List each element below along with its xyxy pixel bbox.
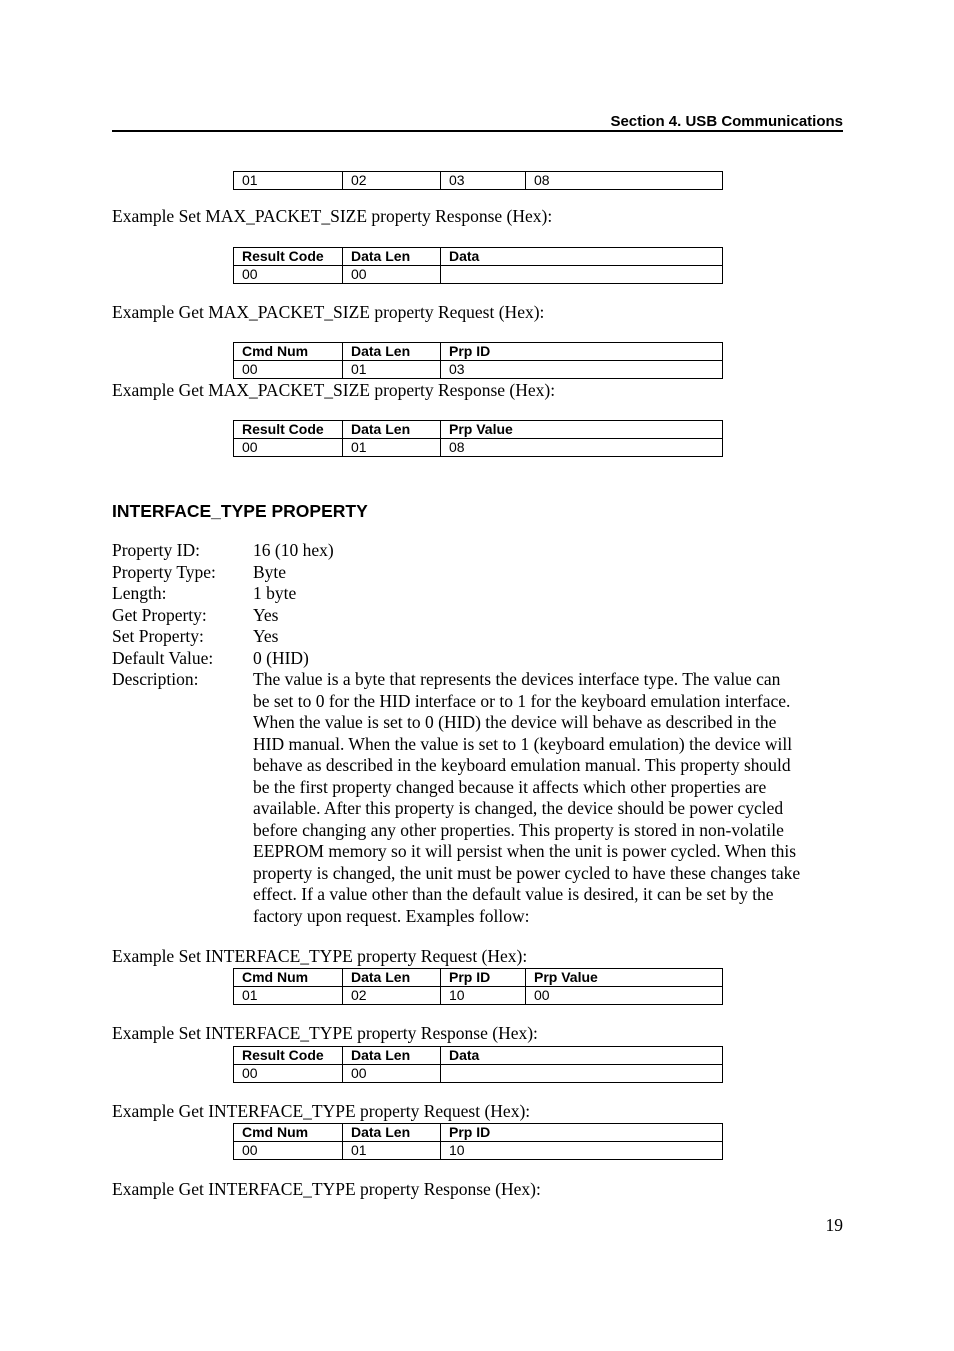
description-line: HID manual. When the value is set to 1 (keyboard emulation) the device will <box>253 733 793 754</box>
table-header-row <box>234 969 723 987</box>
table-cell: 08 <box>441 439 723 457</box>
table-cell: 00 <box>234 439 343 457</box>
column-header: Prp ID <box>441 343 723 361</box>
table-row <box>234 266 723 284</box>
description-row <box>112 669 847 927</box>
description-line: The value is a byte that represents the devices interface type. The value can <box>253 669 781 689</box>
table-cell: 01 <box>234 987 343 1005</box>
description-text <box>253 669 847 927</box>
column-header: Cmd Num <box>234 343 343 361</box>
column-header: Data Len <box>343 1124 441 1142</box>
get-interface-type-request-table <box>233 1123 723 1160</box>
column-header: Data <box>441 248 723 266</box>
table-cell: 00 <box>234 361 343 379</box>
description-line: before changing any other properties. This property is stored in non-volatile <box>253 819 784 840</box>
table-cell: 00 <box>234 1065 343 1083</box>
property-value: Byte <box>253 561 287 582</box>
column-header: Data Len <box>343 248 441 266</box>
property-definition-list <box>112 540 847 927</box>
column-header: Result Code <box>234 1047 343 1065</box>
property-label: Length: <box>112 583 167 603</box>
table-header-row <box>234 343 723 361</box>
section-heading: INTERFACE_TYPE PROPERTY <box>112 501 368 521</box>
property-row <box>112 540 847 562</box>
table-cell: 03 <box>441 361 723 379</box>
table-cell <box>441 1065 723 1083</box>
property-row <box>112 626 847 648</box>
description-line: be the first property changed because it affects which other properties are <box>253 776 767 797</box>
table-header-row <box>234 1124 723 1142</box>
description-line: property is changed, the unit must be power cycled to have these changes take <box>253 862 801 883</box>
table-cell: 10 <box>441 1142 723 1160</box>
table-cell: 00 <box>234 1142 343 1160</box>
table-cell: 00 <box>234 266 343 284</box>
column-header: Result Code <box>234 421 343 439</box>
caption-get-max-packet-response: Example Get MAX_PACKET_SIZE property Response (Hex): <box>112 380 556 400</box>
table-cell: 01 <box>343 439 441 457</box>
table-cell: 01 <box>343 361 441 379</box>
caption-get-interface-type-response: Example Get INTERFACE_TYPE property Response (Hex): <box>112 1179 541 1199</box>
description-line: effect. If a value other than the default value is desired, it can be set by the <box>253 884 774 904</box>
table-cell: 08 <box>526 172 723 190</box>
property-value: Yes <box>253 604 279 625</box>
table-cell: 01 <box>234 172 343 190</box>
table-cell: 00 <box>343 1065 441 1083</box>
column-header: Prp Value <box>441 421 723 439</box>
column-header: Data <box>441 1047 723 1065</box>
property-label: Get Property: <box>112 604 207 625</box>
table-cell: 01 <box>343 1142 441 1160</box>
table-header-row <box>234 248 723 266</box>
caption-set-max-packet-response: Example Set MAX_PACKET_SIZE property Response (Hex): <box>112 206 553 226</box>
table-row <box>234 1065 723 1083</box>
property-row <box>112 562 847 584</box>
table-row <box>234 439 723 457</box>
table-cell: 00 <box>526 987 723 1005</box>
column-header: Result Code <box>234 248 343 266</box>
property-label: Default Value: <box>112 647 214 668</box>
column-header: Cmd Num <box>234 969 343 987</box>
table-cell: 00 <box>343 266 441 284</box>
property-label: Property ID: <box>112 540 200 560</box>
property-value: 0 (HID) <box>253 647 309 668</box>
caption-set-interface-type-request: Example Set INTERFACE_TYPE property Request (Hex): <box>112 946 528 966</box>
table-cell: 03 <box>441 172 526 190</box>
get-max-packet-response-table <box>233 420 723 457</box>
description-line: When the value is set to 0 (HID) the device will behave as described in the <box>253 712 777 732</box>
caption-set-interface-type-response: Example Set INTERFACE_TYPE property Response (Hex): <box>112 1023 538 1043</box>
property-value: Yes <box>253 626 279 646</box>
table-row <box>234 361 723 379</box>
table-header-row <box>234 1047 723 1065</box>
set-interface-type-request-table <box>233 968 723 1005</box>
table-row <box>234 1142 723 1160</box>
column-header: Prp ID <box>441 969 526 987</box>
max-packet-set-request-table-tail <box>233 171 723 190</box>
table-row <box>234 172 723 190</box>
table-cell: 10 <box>441 987 526 1005</box>
caption-get-max-packet-request: Example Get MAX_PACKET_SIZE property Request (Hex): <box>112 302 545 322</box>
section-title: Section 4. USB Communications <box>610 113 843 130</box>
column-header: Cmd Num <box>234 1124 343 1142</box>
get-max-packet-request-table <box>233 342 723 379</box>
description-line: available. After this property is changed, the device should be power cycled <box>253 798 784 818</box>
property-label: Set Property: <box>112 626 204 646</box>
property-row <box>112 648 847 670</box>
column-header: Prp Value <box>526 969 723 987</box>
column-header: Data Len <box>343 1047 441 1065</box>
property-value: 1 byte <box>253 583 297 603</box>
description-line: factory upon request. Examples follow: <box>253 905 530 926</box>
column-header: Data Len <box>343 343 441 361</box>
table-header-row <box>234 421 723 439</box>
column-header: Data Len <box>343 421 441 439</box>
description-line: be set to 0 for the HID interface or to 1 for the keyboard emulation interface. <box>253 690 791 711</box>
page-number: 19 <box>825 1215 843 1235</box>
caption-get-interface-type-request: Example Get INTERFACE_TYPE property Request (Hex): <box>112 1101 531 1121</box>
property-value: 16 (10 hex) <box>253 540 334 560</box>
description-label: Description: <box>112 669 199 689</box>
description-line: EEPROM memory so it will persist when the unit is power cycled. When this <box>253 841 797 861</box>
description-line: behave as described in the keyboard emulation manual. This property should <box>253 755 791 775</box>
column-header: Data Len <box>343 969 441 987</box>
page-header <box>112 112 843 132</box>
table-cell <box>441 266 723 284</box>
table-cell: 02 <box>343 987 441 1005</box>
property-label: Property Type: <box>112 561 216 582</box>
set-max-packet-response-table <box>233 247 723 284</box>
table-row <box>234 987 723 1005</box>
table-cell: 02 <box>343 172 441 190</box>
set-interface-type-response-table <box>233 1046 723 1083</box>
property-row <box>112 583 847 605</box>
column-header: Prp ID <box>441 1124 723 1142</box>
property-row <box>112 605 847 627</box>
